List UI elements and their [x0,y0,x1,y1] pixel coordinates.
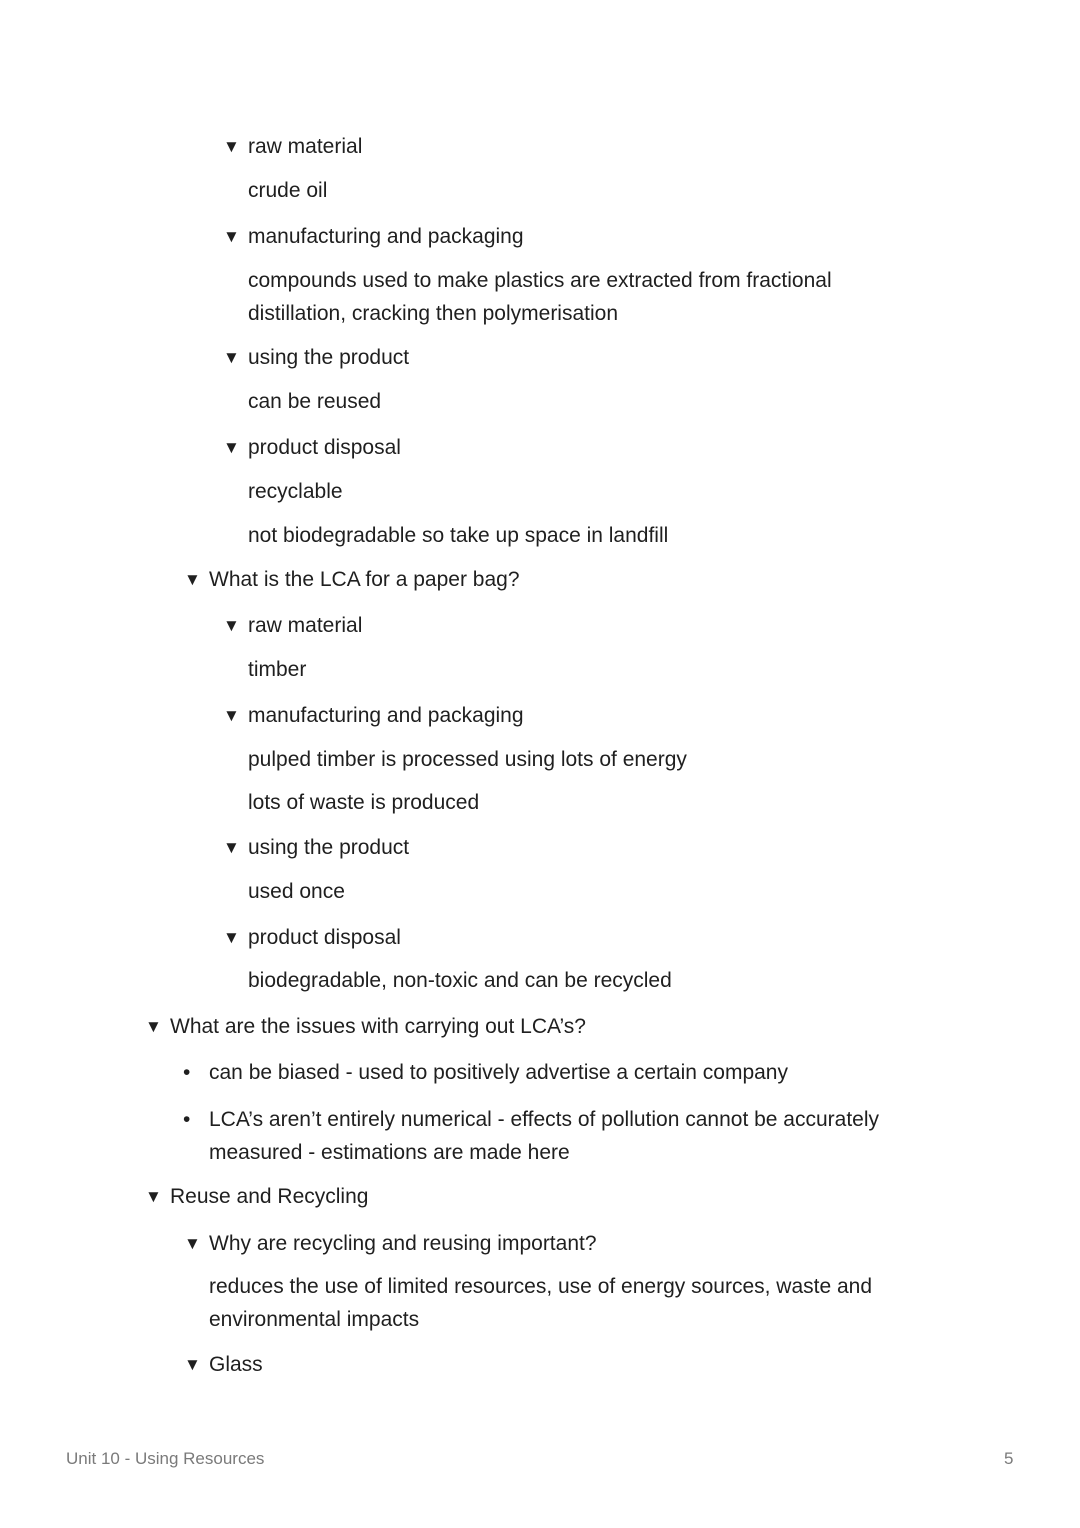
toggle-glass[interactable]: ▼ Glass [209,1348,263,1381]
paper-manufacturing-text-line-1: pulped timber is processed using lots of energy [248,748,687,771]
manufacturing-text-line-1: compounds used to make plastics are extracted from fractional [248,269,832,292]
toggle-manufacturing[interactable]: ▼ manufacturing and packaging [248,220,524,253]
toggle-paper-bag-lca[interactable]: ▼ What is the LCA for a paper bag? [209,563,520,596]
toggle-why-recycle[interactable]: ▼ Why are recycling and reusing important? [209,1227,597,1260]
paper-disposal-text: biodegradable, non-toxic and can be recycled [248,969,672,992]
paper-using-product-text: used once [248,880,345,903]
toggle-paper-product-disposal[interactable]: ▼ product disposal [248,921,401,954]
footer-unit-title: Unit 10 - Using Resources [66,1449,265,1468]
disposal-text-line-1: recyclable [248,480,343,503]
why-recycle-text-line-1: reduces the use of limited resources, use of energy sources, waste and [209,1275,873,1298]
toggle-reuse-recycling[interactable]: ▼ Reuse and Recycling [170,1180,368,1213]
toggle-paper-using-product[interactable]: ▼ using the product [248,831,409,864]
raw-material-text: crude oil [248,179,328,202]
manufacturing-text-line-2: distillation, cracking then polymerisation [248,302,619,325]
disposal-text-line-2: not biodegradable so take up space in landfill [248,524,669,547]
using-product-text: can be reused [248,390,382,413]
issue-bullet-2-line-1: • LCA’s aren’t entirely numerical - effects of pollution cannot be accurately [209,1103,879,1136]
toggle-paper-raw-material[interactable]: ▼ raw material [248,609,362,642]
issue-bullet-2-line-2: measured - estimations are made here [209,1141,570,1164]
why-recycle-text-line-2: environmental impacts [209,1308,420,1331]
paper-manufacturing-text-line-2: lots of waste is produced [248,791,480,814]
toggle-using-product[interactable]: ▼ using the product [248,341,409,374]
toggle-paper-manufacturing[interactable]: ▼ manufacturing and packaging [248,699,524,732]
toggle-product-disposal[interactable]: ▼ product disposal [248,431,401,464]
footer-page-number: 5 [1004,1449,1014,1468]
paper-raw-material-text: timber [248,658,307,681]
toggle-lca-issues[interactable]: ▼ What are the issues with carrying out LCA’s? [170,1010,586,1043]
toggle-raw-material[interactable]: ▼ raw material [248,130,362,163]
issue-bullet-1: • can be biased - used to positively advertise a certain company [209,1056,788,1089]
